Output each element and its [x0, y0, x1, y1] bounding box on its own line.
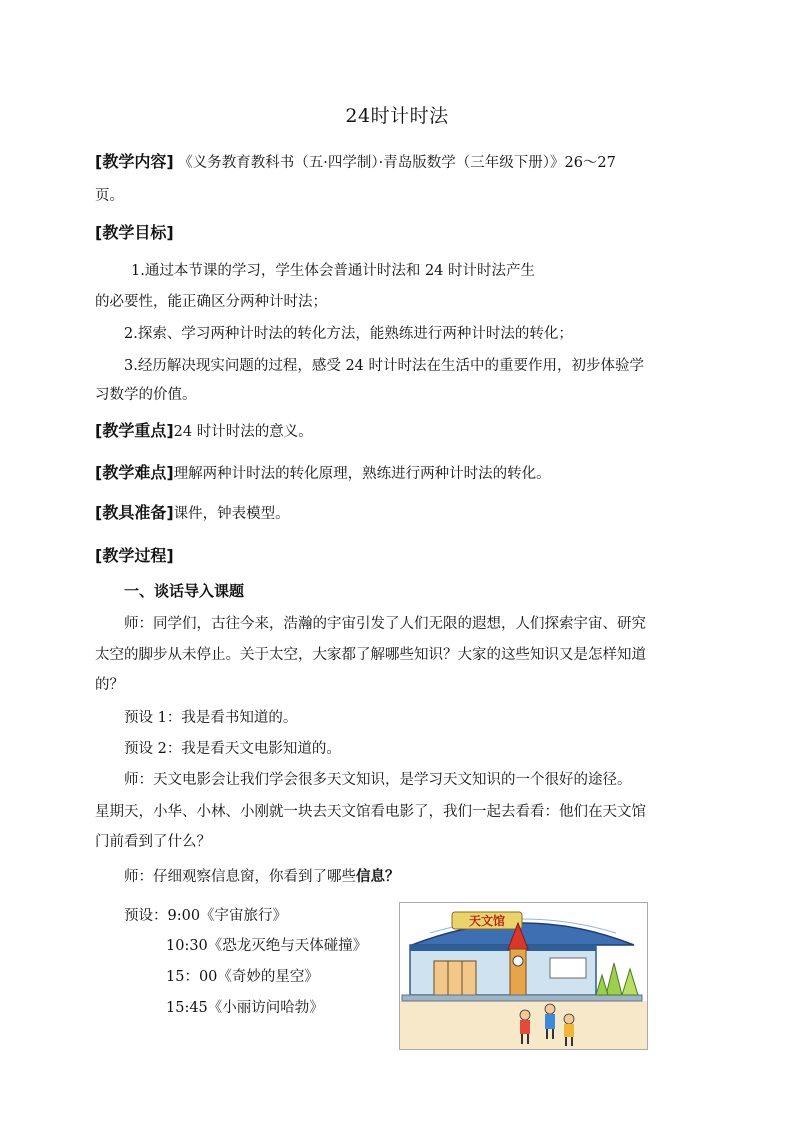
paragraph-3-bold: 信息？	[356, 869, 400, 885]
objective-1-cont: 的必要性，能正确区分两种计时法；	[95, 294, 327, 310]
section-1-heading: 一、谈话导入课题	[124, 582, 245, 600]
entrance-door	[434, 961, 476, 995]
paragraph-2: 师：天文电影会让我们学会很多天文知识，是学习天文知识的一个很好的途径。	[124, 772, 632, 788]
schedule-board	[550, 958, 586, 978]
preset-2: 预设 2：我是看天文电影知道的。	[124, 741, 341, 757]
schedule-item	[124, 904, 287, 925]
content-text: 《义务教育教科书（五·四学制）·青岛版数学（三年级下册）》26～27	[178, 155, 616, 171]
tools-text: 课件，钟表模型。	[173, 506, 290, 522]
paragraph-1-end: 的？	[95, 677, 124, 693]
preset-1: 预设 1：我是看书知道的。	[124, 710, 298, 726]
key-point	[95, 418, 313, 441]
key-point-text: 24 时计时法的意义。	[173, 424, 313, 440]
objective-3: 3.经历解决现实问题的过程，感受 24 时计时法在生活中的重要作用，初步体验学	[124, 358, 645, 374]
difficulty	[95, 460, 551, 483]
difficulty-label: [教学难点]	[95, 463, 174, 482]
clock-icon	[513, 956, 523, 966]
tools-label: [教具准备]	[95, 503, 174, 522]
page-title: 24时计时法	[345, 105, 449, 127]
schedule-item: 15:45《小丽访问哈勃》	[166, 1000, 324, 1016]
content-label: [教学内容]	[95, 152, 174, 171]
paragraph-3-text: 师：仔细观察信息窗，你看到了哪些	[124, 869, 356, 885]
paragraph-2-cont: 星期天，小华、小林、小刚就一块去天文馆看电影了，我们一起去看看：他们在天文馆	[95, 804, 646, 820]
paragraph-3	[124, 865, 400, 886]
planetarium-scene	[400, 903, 647, 1049]
schedule-item: 10:30《恐龙灭绝与天体碰撞》	[166, 938, 368, 954]
schedule-time: 9:00《宇宙旅行》	[167, 908, 288, 924]
difficulty-text: 理解两种计时法的转化原理，熟练进行两种计时法的转化。	[173, 466, 551, 482]
schedule-prefix: 预设：	[124, 908, 168, 924]
content-line	[95, 149, 616, 172]
content-text-cont: 页。	[95, 188, 124, 204]
objectives-heading: [教学目标]	[95, 223, 174, 242]
process-heading: [教学过程]	[95, 546, 174, 565]
tools	[95, 500, 290, 523]
key-point-label: [教学重点]	[95, 421, 174, 440]
objective-1: 1.通过本节课的学习，学生体会普通计时法和 24 时计时法产生	[131, 263, 536, 279]
objective-3-cont: 习数学的价值。	[95, 387, 197, 403]
schedule-item: 15：00《奇妙的星空》	[166, 969, 319, 985]
paragraph-1: 师：同学们，古往今来，浩瀚的宇宙引发了人们无限的遐想，人们探索宇宙、研究	[124, 616, 646, 632]
planetarium-illustration	[399, 902, 648, 1050]
building-sign: 天文馆	[468, 914, 506, 928]
paragraph-1-cont: 太空的脚步从未停止。关于太空，大家都了解哪些知识？大家的这些知识又是怎样知道	[95, 647, 646, 663]
paragraph-2-end: 门前看到了什么？	[95, 834, 211, 850]
objective-2: 2.探索、学习两种计时法的转化方法，能熟练进行两种计时法的转化；	[124, 326, 573, 342]
